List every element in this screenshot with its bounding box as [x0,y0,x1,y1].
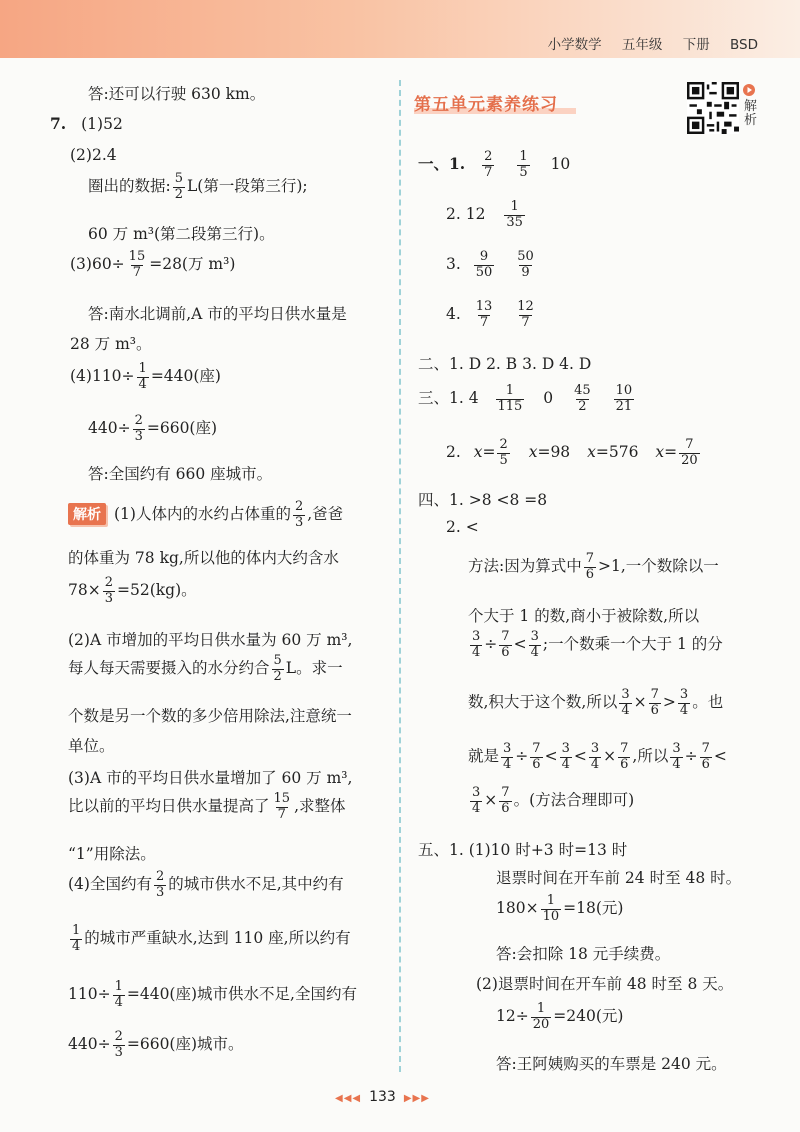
text: =660(座)城市。 [126,1035,244,1054]
fraction: $\frac{1}{10}$ [542,893,560,924]
text: L。求一 [285,659,343,678]
method-line [468,786,634,816]
text: 每人每天需要摄入的水分约合 [68,659,270,678]
section4-q1: 四、1. >8 <8 =8 [418,491,548,509]
text: 110÷ [68,985,111,1004]
label: 一、1. [418,154,466,174]
fraction: $\frac{7}{6}$ [701,741,710,772]
fraction: $\frac{7}{6}$ [585,551,595,582]
text-line: 60 万 m³(第二段第三行)。 [88,225,275,243]
text-line [68,654,343,684]
method-line [468,742,727,772]
text: = [664,443,678,462]
text: 数,积大于这个数,所以 [468,693,618,712]
text: 。(方法合理即可) [513,791,635,810]
var: x [655,443,665,462]
q7-part2: (2)2.4 [70,146,117,164]
fraction: $\frac{1}{20}$ [532,1001,550,1032]
text-line: (3)A 市的平均日供水量增加了 60 万 m³, [68,769,353,787]
label: 2. 12 [446,205,486,224]
text-line: 答:王阿姨购买的车票是 240 元。 [496,1055,727,1073]
text: 就是 [468,747,500,766]
var: x [473,443,483,462]
column-divider [399,80,401,1072]
text: < [713,747,727,766]
text: × [603,747,617,766]
label: 4. [446,305,461,324]
fraction: $\frac{7}{6}$ [620,741,629,772]
equation-line [68,576,197,606]
fraction: $\frac{3}{4}$ [672,741,681,772]
fraction: $\frac{13}{7}$ [475,299,493,330]
section1-q3 [446,250,538,280]
fraction: $\frac{7}{6}$ [532,741,541,772]
answer-line: 答:还可以行驶 630 km。 [88,85,266,103]
qr-label: 解析 [744,99,758,129]
fraction: $\frac{2}{7}$ [484,149,493,180]
section5-q2: (2)退票时间在开车前 48 时至 8 天。 [476,975,734,993]
fraction: $\frac{45}{2}$ [574,383,591,414]
header-info [532,33,758,53]
q7-part4 [70,362,221,392]
equation-line [496,894,623,924]
fraction: $\frac{5}{2}$ [273,653,282,684]
text: =52(kg)。 [117,581,197,600]
var: x [587,443,596,462]
text: × [633,693,647,712]
analysis-tag: 解析 [68,503,106,525]
fraction: $\frac{7}{6}$ [650,687,659,718]
equation-line [68,1030,244,1060]
text-line: (2)A 市增加的平均日供水量为 60 万 m³, [68,631,353,649]
qr-code-icon[interactable] [687,82,739,134]
fraction: $\frac{1}{35}$ [506,199,523,230]
fraction: $\frac{7}{20}$ [681,437,698,468]
text: =240(元) [553,1007,624,1026]
text: 的城市供水不足,其中约有 [168,875,344,894]
text: ÷ [684,747,698,766]
fraction: $\frac{1}{5}$ [519,149,528,180]
text: < [513,635,527,654]
text: 440÷ [68,1035,111,1054]
equation-line [496,1002,623,1032]
fraction: $\frac{2}{3}$ [114,1029,123,1060]
text-line: 个数是另一个数的多少倍用除法,注意统一 [68,707,352,725]
header-grade: 五年级 [621,37,663,53]
q7-part1: (1)52 [81,115,123,133]
fraction: $\frac{7}{6}$ [501,785,510,816]
section5-q1: 五、1. (1)10 时+3 时=13 时 [418,841,628,859]
fraction: $\frac{50}{9}$ [517,249,534,280]
text-line: 28 万 m³。 [70,335,152,353]
text-line: 退票时间在开车前 24 时至 48 时。 [496,869,742,887]
page-number: 133 [369,1089,396,1105]
var: x [528,443,538,462]
fraction: $\frac{3}{4}$ [621,687,630,718]
text-line [68,870,344,900]
label: 三、1. 4 [418,389,479,408]
fraction: $\frac{15}{7}$ [128,249,146,280]
fraction: $\frac{9}{50}$ [475,249,493,280]
text: 180× [496,899,539,918]
text: = [482,443,496,462]
prev-arrows-icon[interactable]: ◀◀◀ [335,1093,362,1104]
label: 2. [446,443,461,462]
unit-title [414,90,576,114]
text-line [68,924,351,954]
fraction: $\frac{2}{3}$ [294,499,304,530]
text-line: 答:南水北调前,A 市的平均日供水量是 [88,305,347,323]
unit-title-text: 第五单元素养练习 [414,95,558,115]
section1-q1 [418,150,570,180]
text-line: 答:全国约有 660 座城市。 [88,465,273,483]
circled-line [88,172,308,202]
text: 比以前的平均日供水量提高了 [68,797,270,816]
fraction: $\frac{1}{4}$ [72,923,81,954]
method-line: 个大于 1 的数,商小于被除数,所以 [468,607,700,625]
section1-q2 [446,200,527,230]
fraction: $\frac{2}{5}$ [499,437,508,468]
text: ,爸爸 [307,505,344,524]
method-line [468,688,723,718]
page-navigation [335,1089,430,1105]
text: (4)全国约有 [68,875,152,894]
text: L(第一段第三行); [187,177,308,196]
text: (4)110÷ [70,367,135,386]
text-line: 答:会扣除 18 元手续费。 [496,945,671,963]
text: × [484,791,498,810]
text: 440÷ [88,419,131,438]
text-line: “1”用除法。 [68,845,156,863]
text: > [662,693,676,712]
text: =440(座) [150,367,221,386]
text-line: 单位。 [68,737,115,755]
fraction: $\frac{3}{4}$ [530,629,539,660]
fraction: $\frac{5}{2}$ [174,171,184,202]
text: =98 [537,443,571,462]
text: =18(元) [563,899,624,918]
text: >1,一个数除以一 [598,557,719,576]
value: 0 [543,389,554,408]
section3-q2 [446,438,702,468]
text-line [68,792,346,822]
fraction: $\frac{2}{3}$ [155,869,165,900]
text: ÷ [484,635,498,654]
fraction: $\frac{3}{4}$ [561,741,570,772]
header-edition: BSD [730,37,758,53]
label: 3. [446,255,461,274]
text: 圈出的数据: [88,177,171,196]
text: < [573,747,587,766]
next-arrows-icon[interactable]: ▶▶▶ [403,1093,430,1104]
fraction: $\frac{2}{3}$ [104,575,113,606]
header-subject: 小学数学 [547,37,602,53]
text: ;一个数乘一个大于 1 的分 [542,635,723,654]
method-line [468,552,719,582]
equation-line [68,980,357,1010]
text: (3)60÷ [70,255,125,274]
q7-number: 7. [50,114,67,133]
q7-line [50,114,123,133]
value: 10 [550,155,571,174]
analysis-line [68,500,343,530]
text: =440(座)城市供水不足,全国约有 [126,985,357,1004]
fraction: $\frac{7}{6}$ [501,629,510,660]
fraction: $\frac{1}{4}$ [114,979,123,1010]
fraction: $\frac{15}{7}$ [273,791,291,822]
fraction: $\frac{1}{4}$ [138,361,147,392]
fraction: $\frac{12}{7}$ [517,299,534,330]
text: 。也 [692,693,724,712]
fraction: $\frac{1}{115}$ [497,383,523,414]
text: =576 [595,443,639,462]
fraction: $\frac{3}{4}$ [472,629,481,660]
fraction: $\frac{2}{3}$ [134,413,143,444]
text: ÷ [515,747,529,766]
text: 的城市严重缺水,达到 110 座,所以约有 [84,929,351,948]
equation-line [88,414,217,444]
text-line: 的体重为 78 kg,所以他的体内大约含水 [68,549,339,567]
section4-q2: 2. < [446,518,479,536]
text: (1)人体内的水约占体重的 [114,505,291,524]
fraction: $\frac{3}{4}$ [503,741,512,772]
play-icon [743,84,755,96]
header-volume: 下册 [682,37,710,53]
section3-q1 [418,384,636,414]
method-line [468,630,723,660]
text: ,所以 [632,747,669,766]
fraction: $\frac{10}{21}$ [615,383,633,414]
section1-q4 [446,300,538,330]
text: =28(万 m³) [149,255,236,274]
text: 78× [68,581,101,600]
text: < [544,747,558,766]
text: 方法:因为算式中 [468,557,582,576]
text: =660(座) [146,419,218,438]
section2: 二、1. D 2. B 3. D 4. D [418,355,592,373]
text: ,求整体 [294,797,346,816]
text: 12÷ [496,1007,529,1026]
fraction: $\frac{3}{4}$ [590,741,600,772]
q7-part3 [70,250,235,280]
fraction: $\frac{3}{4}$ [679,687,689,718]
fraction: $\frac{3}{4}$ [472,785,481,816]
